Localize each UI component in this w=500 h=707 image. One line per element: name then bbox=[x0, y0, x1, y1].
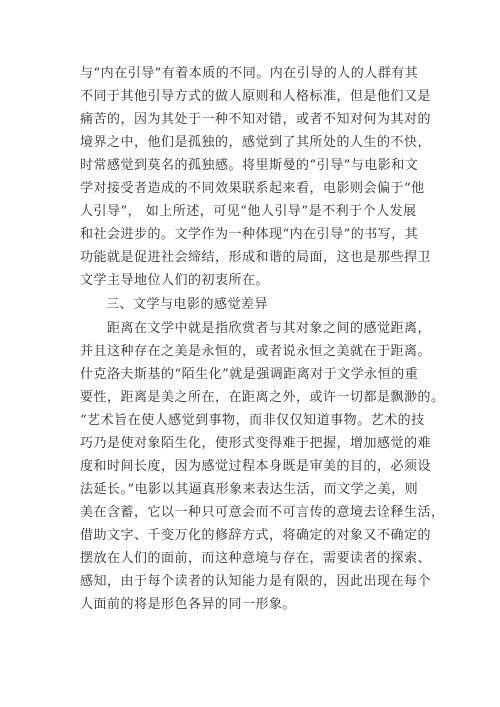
paragraph-line: 摆放在人们的面前，而这种意境与存在，需要读者的探索、 bbox=[80, 551, 432, 566]
paragraph-line: 要性，距离是美之所在，在距离之外，或许一切都是飘渺的。 bbox=[80, 390, 445, 405]
paragraph-line: 什克洛夫斯基的“陌生化”就是强调距离对于文学永恒的重 bbox=[80, 367, 419, 382]
paragraph-line: 法延长。”电影以其逼真形象来表达生活，而文学之美，则 bbox=[80, 482, 419, 497]
section-heading-block bbox=[80, 293, 440, 316]
paragraph-line: 功能就是促进社会缔结，形成和谐的局面，这也是那些捍卫 bbox=[80, 250, 432, 265]
paragraph-1 bbox=[80, 62, 440, 292]
paragraph-line: 境界之中，他们是孤独的，感觉到了其所处的人生的不快， bbox=[80, 135, 432, 150]
paragraph-line: 距离在文学中就是指欣赏者与其对象之间的感觉距离， bbox=[80, 321, 432, 336]
paragraph-line: 时常感觉到莫名的孤独感。将里斯曼的“引导”与电影和文 bbox=[80, 158, 419, 173]
paragraph-line: “艺术旨在使人感觉到事物，而非仅仅知道事物。艺术的技 bbox=[80, 413, 425, 428]
paragraph-line: 学对接受者造成的不同效果联系起来看，电影则会偏于“他 bbox=[80, 181, 425, 196]
paragraph-line: 感知，由于每个读者的认知能力是有限的，因此出现在每个 bbox=[80, 574, 432, 589]
paragraph-line: 文学主导地位人们的初衷所在。 bbox=[80, 273, 270, 288]
paragraph-line: 痛苦的，因为其处于一种不知对错，或者不知对何为其对的 bbox=[80, 112, 432, 127]
paragraph-line: 巧乃是使对象陌生化，使形式变得难于把握，增加感觉的难 bbox=[80, 436, 432, 451]
paragraph-line: 度和时间长度，因为感觉过程本身既是审美的目的，必须设 bbox=[80, 459, 432, 474]
section-heading: 三、文学与电影的感觉差异 bbox=[106, 297, 269, 312]
paragraph-line: 并且这种存在之美是永恒的，或者说永恒之美就在于距离。 bbox=[80, 344, 432, 359]
paragraph-line: 与“内在引导”有着本质的不同。内在引导的人的人群有其 bbox=[80, 66, 419, 81]
paragraph-line: 借助文字、千变万化的修辞方式，将确定的对象又不确定的 bbox=[80, 528, 432, 543]
paragraph-line: 人引导”， 如上所述，可见“他人引导”是不利于个人发展 bbox=[80, 204, 417, 219]
paragraph-line: 人面前的将是形色各异的同一形象。 bbox=[80, 597, 297, 612]
paragraph-line: 和社会进步的。文学作为一种体现“内在引导”的书写，其 bbox=[80, 227, 419, 242]
paragraph-line: 不同于其他引导方式的做人原则和人格标准，但是他们又是 bbox=[80, 89, 432, 104]
paragraph-2 bbox=[80, 317, 445, 616]
paragraph-line: 美在含蓄，它以一种只可意会而不可言传的意境去诠释生活， bbox=[80, 505, 445, 520]
